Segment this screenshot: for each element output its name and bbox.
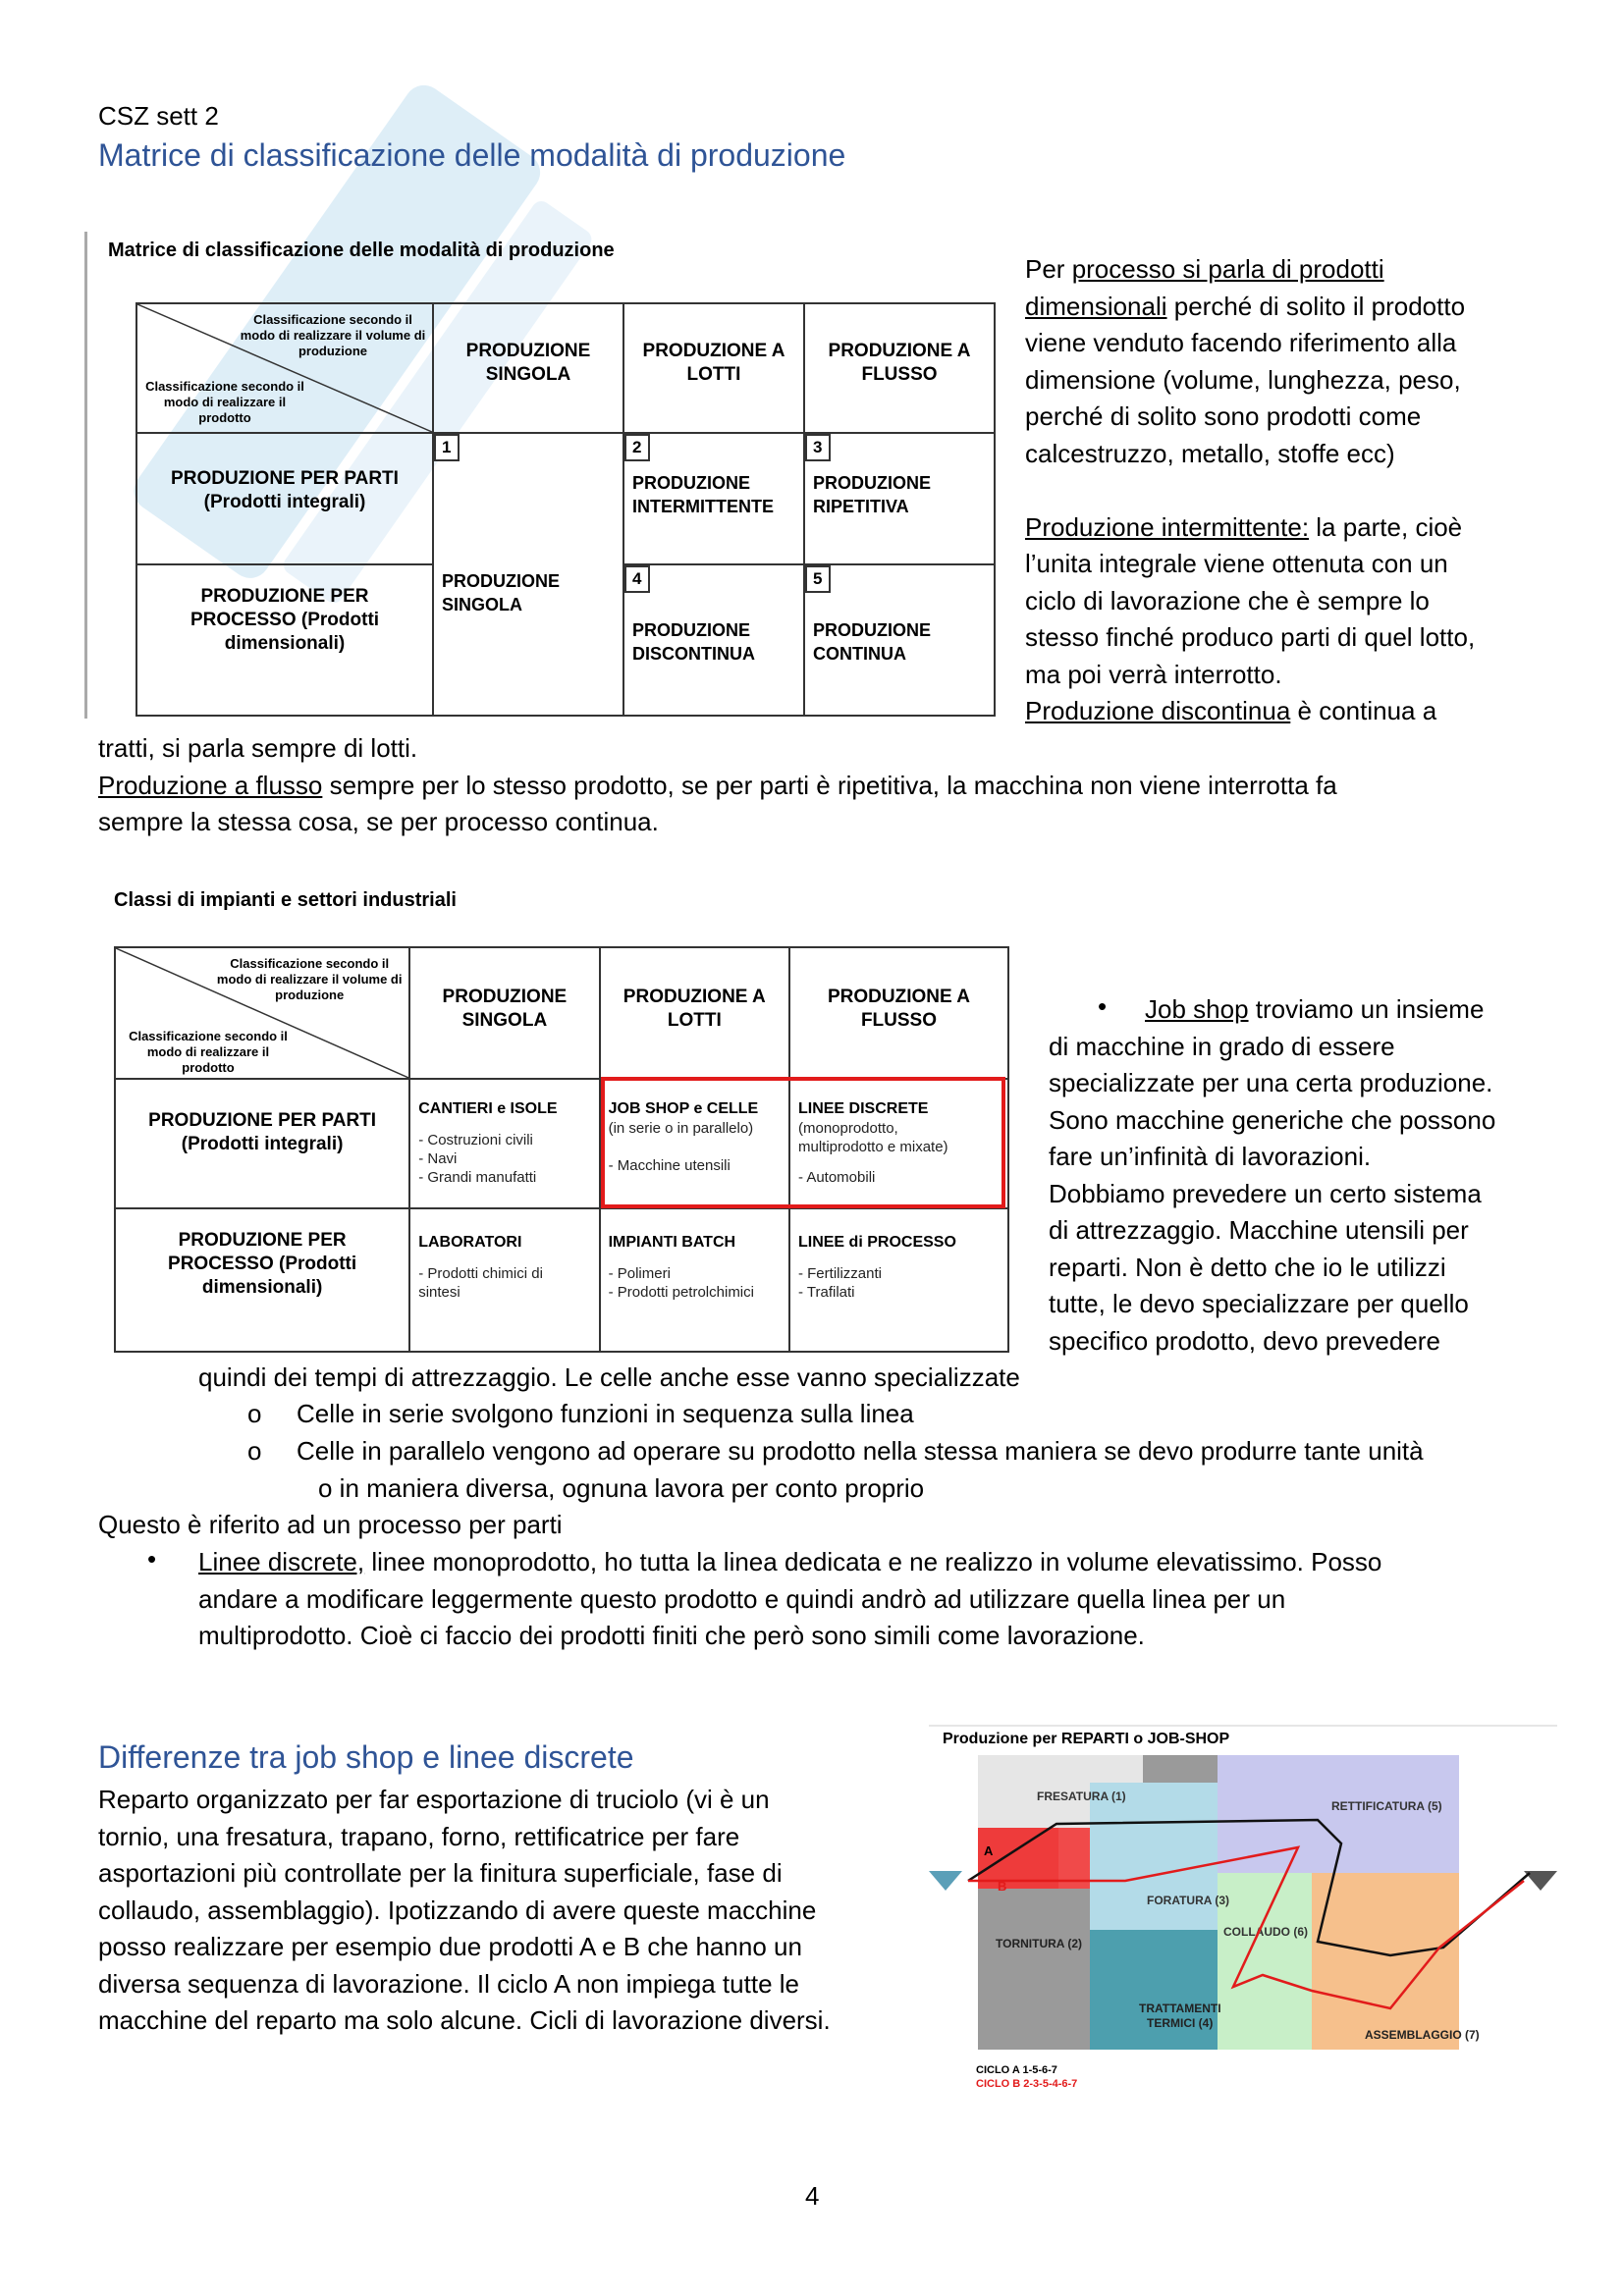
section2-paragraph [98,1782,933,2040]
text-line: collaudo, assemblaggio). Ipotizzando di avere queste macchine [98,1895,817,1925]
text-line: reparti. Non è detto che io le utilizzi [1049,1252,1446,1282]
cell-text: - Macchine utensili [608,1157,731,1174]
text-line: specifico prodotto, devo prevedere [1049,1325,1440,1356]
region-trattamenti [1090,1930,1218,2050]
col-header-flusso: PRODUZIONE A FLUSSO [828,987,970,1031]
bullet-icon: • [147,1544,157,1574]
cell-cantieri [409,1079,599,1208]
cell-text: multiprodotto e mixate) [797,1139,948,1155]
col-header-flusso: PRODUZIONE A FLUSSO [828,341,971,385]
page-title: Matrice di classificazione delle modalità di produzione [98,137,846,173]
text-line: multiprodotto. Cioè ci faccio dei prodotti finiti che però sono simili come lavorazione. [198,1621,1145,1650]
classification-matrix [135,302,996,717]
text-line: o in maniera diversa, ognuna lavora per conto proprio [318,1472,925,1503]
text-line: l’unita integrale viene ottenuta con un [1025,549,1448,578]
text-line: asportazioni più controllate per la finitura superficiale, fase di [98,1858,783,1888]
cell-text: - Prodotti petrolchimici [608,1284,754,1301]
label-b: B [998,1879,1007,1894]
label-trattamenti-2: TERMICI (4) [1147,2016,1214,2030]
section-title: Differenze tra job shop e linee discrete [98,1739,634,1775]
sub-bullet-icon: o [247,1399,262,1428]
cell-linee-processo [789,1208,1008,1352]
text-line: quindi dei tempi di attrezzaggio. Le celle anche esse vanno specializzate [198,1362,1020,1392]
paragraph-flusso [98,730,1591,841]
text-line: andare a modificare leggermente questo prodotto e quindi andrò ad utilizzare quella linea per un [198,1583,1286,1614]
underlined-text: dimensionali [1025,291,1167,321]
text-line: sempre la stessa cosa, se per processo continua. [98,807,659,836]
cell-text: - Fertilizzanti [797,1265,882,1282]
corner-cell [115,947,409,1079]
text-line: viene venduto facendo riferimento alla [1025,328,1457,357]
label-fresatura: FRESATURA (1) [1037,1789,1126,1803]
text: Per [1025,254,1072,284]
cell-impianti-batch [600,1208,789,1352]
label-foratura: FORATURA (3) [1147,1894,1229,1907]
cell-produzione-ripetitiva: PRODUZIONE RIPETITIVA [813,473,932,516]
text-line: tratti, si parla sempre di lotti. [98,733,418,763]
row-header-parti: PRODUZIONE PER PARTI (Prodotti integrali) [148,1110,377,1154]
cell-heading: IMPIANTI BATCH [608,1234,736,1251]
page-number: 4 [805,2181,820,2211]
text-line: di macchine in grado di essere [1049,1031,1395,1061]
col-header-lotti: PRODUZIONE A LOTTI [642,341,785,385]
cell-text: - Automobili [797,1169,876,1186]
diagram-title: Produzione per REPARTI o JOB-SHOP [943,1731,1230,1747]
text-line: perché di solito sono prodotti come [1025,401,1422,431]
cell-laboratori [409,1208,599,1352]
paragraph-job-shop [1049,991,1618,1360]
col-header-singola: PRODUZIONE SINGOLA [465,341,591,385]
corner-bottom-label: Classificazione secondo il modo di realizzare il prodotto [145,379,304,425]
col-header-singola: PRODUZIONE SINGOLA [442,987,568,1031]
text-line: ma poi verrà interrotto. [1025,659,1282,689]
row-header-processo: PRODUZIONE PER PROCESSO (Prodotti dimensionali) [189,586,380,654]
text: troviamo un insieme [1248,994,1485,1024]
col-header-lotti: PRODUZIONE A LOTTI [623,987,766,1031]
cell-number-2: 2 [624,434,650,461]
cell-heading: LINEE di PROCESSO [797,1234,956,1251]
text-line: calcestruzzo, metallo, stoffe ecc) [1025,438,1395,468]
cell-number-3: 3 [805,434,831,461]
corner-bottom-label: Classificazione secondo il modo di realizzare il prodotto [129,1029,288,1075]
text-line: Dobbiamo prevedere un certo sistema [1049,1178,1482,1208]
text-line: Celle in parallelo vengono ad operare su prodotto nella stessa maniera se devo produrre tante unità [297,1436,1424,1466]
job-shop-diagram [929,1724,1557,2101]
text-line: posso realizzare per esempio due prodotti A e B che hanno un [98,1932,802,1961]
image-border [84,232,87,719]
cell-text: - Trafilati [797,1284,855,1301]
sub-bullet-text [297,1433,1612,1507]
text-line: Questo è riferito ad un processo per parti [98,1510,563,1539]
row-header-processo: PRODUZIONE PER PROCESSO (Prodotti dimensionali) [168,1230,357,1298]
cell-produzione-intermittente: PRODUZIONE INTERMITTENTE [632,473,774,516]
cell-produzione-discontinua: PRODUZIONE DISCONTINUA [632,620,755,664]
cell-text: - Costruzioni civili [418,1132,533,1148]
region-assemblaggio [1312,1873,1459,2050]
cell-text: sintesi [418,1284,460,1301]
bullet-icon: • [1098,991,1108,1021]
cell-text: - Grandi manufatti [418,1169,537,1186]
text-line: macchine del reparto ma solo alcune. Cicli di lavorazione diversi. [98,2005,831,2035]
cell-heading: LINEE DISCRETE [797,1100,929,1117]
cell-number-1: 1 [434,434,460,461]
paragraph-processo [1025,251,1614,730]
cell-number-5: 5 [805,565,831,593]
text-line: dimensione (volume, lunghezza, peso, [1025,364,1461,395]
text: sempre per lo stesso prodotto, se per parti è ripetitiva, la macchina non viene interrotta fa [322,770,1337,800]
text-line: tutte, le devo specializzare per quello [1049,1289,1469,1318]
paragraph-linee-discrete [198,1544,1612,1655]
text-line: specializzate per una certa produzione. [1049,1068,1493,1097]
text: la parte, cioè [1309,511,1463,542]
highlight-box [601,1077,1005,1208]
corner-top-label: Classificazione secondo il modo di realizzare il volume di produzione [240,312,426,358]
row-header-parti: PRODUZIONE PER PARTI (Prodotti integrali) [171,468,399,512]
text: è continua a [1290,696,1437,725]
underlined-text: Produzione a flusso [98,770,323,800]
underlined-text: Produzione intermittente: [1025,511,1310,542]
text-line: diversa sequenza di lavorazione. Il ciclo A non impiega tutte le [98,1968,799,1999]
cell-text: - Navi [418,1150,458,1167]
label-a: A [984,1843,994,1858]
cell-text: (monoprodotto, [797,1120,898,1137]
corner-top-label: Classificazione secondo il modo di realizzare il volume di produzione [216,956,403,1002]
text-line: tornio, una fresatura, trapano, forno, rettificatrice per fare [98,1821,740,1851]
text-line: Reparto organizzato per far esportazione di truciolo (vi è un [98,1785,770,1814]
text-line: stesso finché produco parti di quel lotto, [1025,622,1476,652]
underlined-text: Job shop [1145,994,1249,1024]
underlined-text: Produzione discontinua [1025,696,1291,725]
course-label: CSZ sett 2 [98,101,219,131]
region-collaudo [1218,1873,1312,2050]
corner-cell [136,303,433,433]
text-line: di attrezzaggio. Macchine utensili per [1049,1215,1469,1245]
cell-heading: CANTIERI e ISOLE [418,1100,558,1117]
table1-title: Matrice di classificazione delle modalità di produzione [108,240,615,261]
region-foratura [1090,1783,1218,1930]
underlined-text: processo si parla di prodotti [1071,254,1384,284]
label-assemblaggio: ASSEMBLAGGIO (7) [1365,2028,1480,2042]
table2-title: Classi di impianti e settori industriali [114,889,457,911]
label-collaudo: COLLAUDO (6) [1223,1925,1308,1939]
underlined-text: Linee discrete, [198,1547,365,1576]
cell-text: (in serie o in parallelo) [608,1120,754,1137]
cell-text: - Prodotti chimici di [418,1265,543,1282]
label-trattamenti: TRATTAMENTI [1139,2002,1221,2015]
sub-bullet-icon: o [247,1436,262,1466]
label-rettificatura: RETTIFICATURA (5) [1331,1799,1442,1813]
sub-bullet-text: Celle in serie svolgono funzioni in sequenza sulla linea [297,1399,914,1428]
cell-number-4: 4 [624,565,650,593]
cell-produzione-singola: PRODUZIONE SINGOLA [442,571,561,614]
cell-produzione-continua: PRODUZIONE CONTINUA [813,620,932,664]
legend-ciclo-b: CICLO B 2-3-5-4-6-7 [976,2078,1078,2090]
text: linee monoprodotto, ho tutta la linea dedicata e ne realizzo in volume elevatissimo. Posso [364,1547,1382,1576]
cell-heading: LABORATORI [418,1234,522,1251]
text-line: fare un’infinità di lavorazioni. [1049,1142,1372,1171]
legend-ciclo-a: CICLO A 1-5-6-7 [976,2064,1057,2076]
text: perché di solito il prodotto [1166,291,1466,321]
cell-heading: JOB SHOP e CELLE [608,1100,759,1117]
label-tornitura: TORNITURA (2) [996,1937,1082,1950]
cell-text: - Polimeri [608,1265,671,1282]
text-line: ciclo di lavorazione che è sempre lo [1025,585,1430,615]
text-line: Sono macchine generiche che possono [1049,1104,1496,1135]
